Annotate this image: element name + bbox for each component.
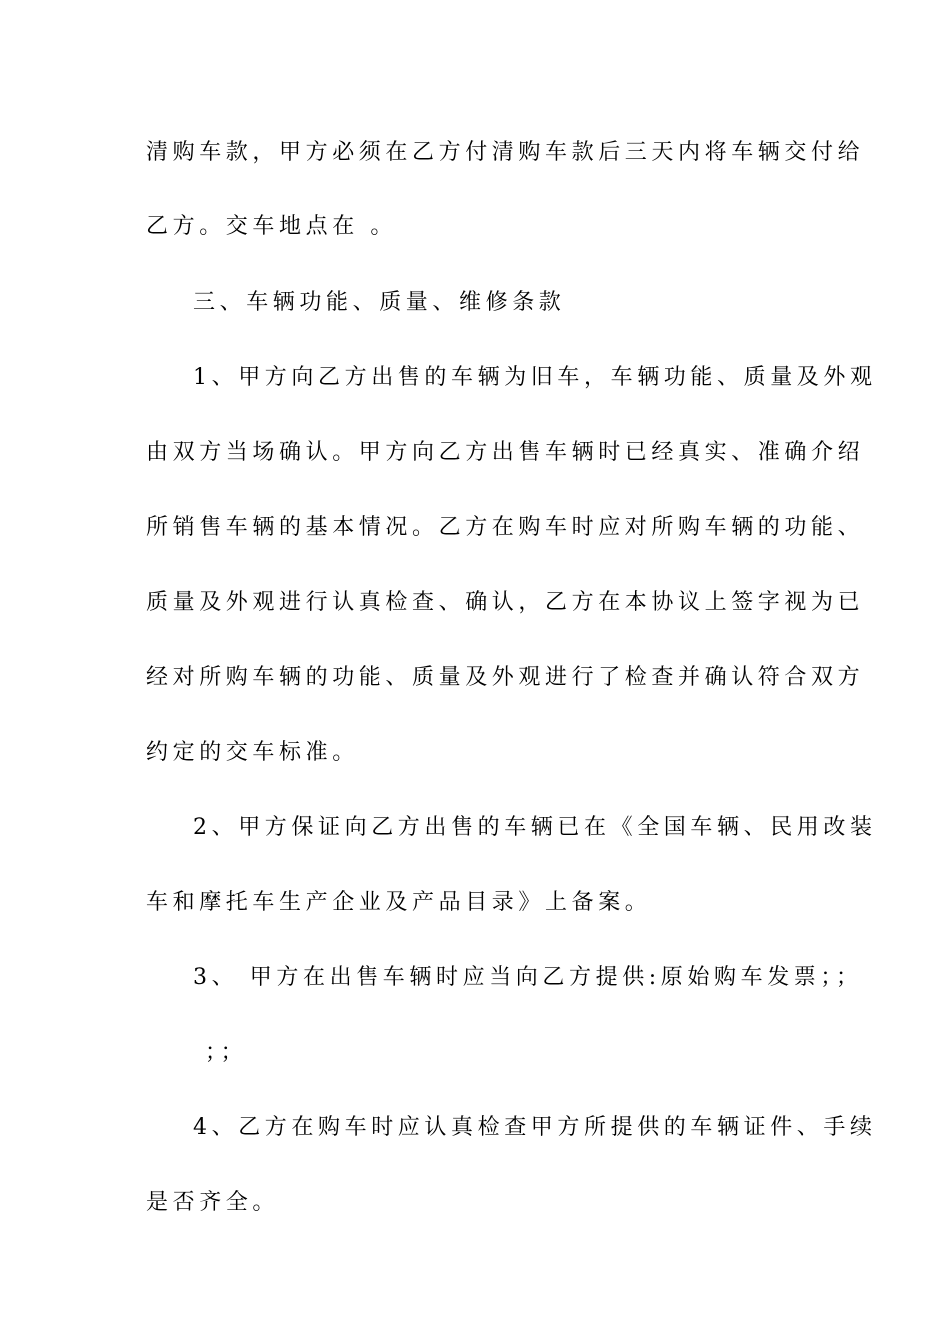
text-line: 车和摩托车生产企业及产品目录》上备案。 xyxy=(146,890,652,915)
text-line: 约定的交车标准。 xyxy=(146,740,359,765)
text-line: 清购车款，甲方必须在乙方付清购车款后三天内将车辆交付给 xyxy=(146,140,865,165)
clause-paragraph-3: 3、 甲方在出售车辆时应当向乙方提供:原始购车发票；； xyxy=(193,965,863,990)
clause-paragraph-2: 2、甲方保证向乙方出售的车辆已在《全国车辆、民用改装 xyxy=(193,815,877,840)
text-line: 质量及外观进行认真检查、确认，乙方在本协议上签字视为已 xyxy=(146,590,865,615)
text-line: 乙方。交车地点在 。 xyxy=(146,214,397,239)
section-heading: 三、车辆功能、质量、维修条款 xyxy=(193,290,566,315)
text-line: 所销售车辆的基本情况。乙方在购车时应对所购车辆的功能、 xyxy=(146,515,865,540)
text-line: ；； xyxy=(205,1040,248,1065)
text-line: 是否齐全。 xyxy=(146,1190,280,1215)
clause-paragraph-4: 4、乙方在购车时应认真检查甲方所提供的车辆证件、手续 xyxy=(193,1115,877,1140)
text-line: 由双方当场确认。甲方向乙方出售车辆时已经真实、准确介绍 xyxy=(146,440,865,465)
clause-paragraph-1: 1、甲方向乙方出售的车辆为旧车，车辆功能、质量及外观 xyxy=(193,365,877,390)
text-line: 经对所购车辆的功能、质量及外观进行了检查并确认符合双方 xyxy=(146,665,865,690)
